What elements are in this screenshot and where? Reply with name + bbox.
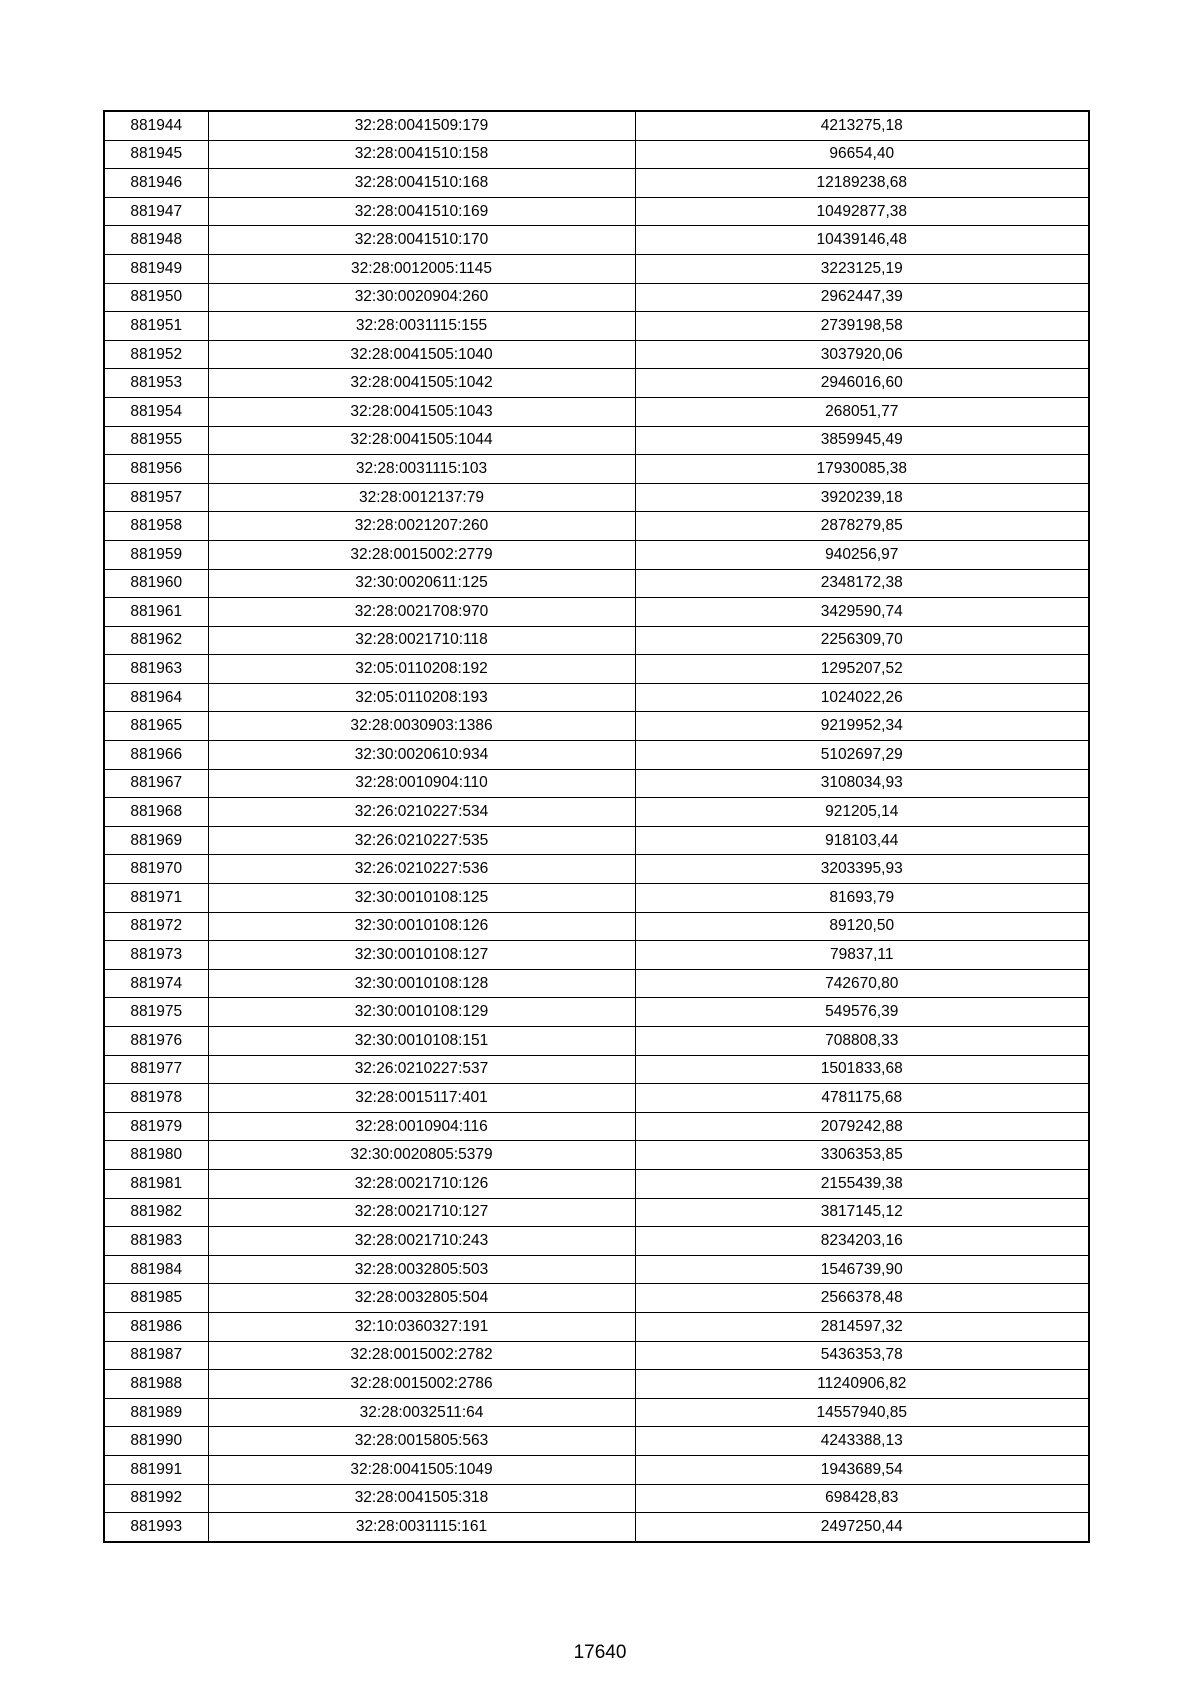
row-number-cell: 881990 <box>104 1427 208 1456</box>
cadastral-number-cell: 32:28:0032805:504 <box>208 1284 635 1313</box>
row-number-cell: 881987 <box>104 1341 208 1370</box>
row-number-cell: 881944 <box>104 111 208 140</box>
table-row <box>104 1312 1089 1341</box>
value-cell: 698428,83 <box>635 1484 1089 1513</box>
value-cell: 708808,33 <box>635 1027 1089 1056</box>
cadastral-number-cell: 32:28:0041505:1049 <box>208 1455 635 1484</box>
row-number-cell: 881961 <box>104 598 208 627</box>
value-cell: 4213275,18 <box>635 111 1089 140</box>
table-row <box>104 340 1089 369</box>
row-number-cell: 881960 <box>104 569 208 598</box>
row-number-cell: 881951 <box>104 312 208 341</box>
table-row <box>104 998 1089 1027</box>
table-body <box>104 111 1089 1542</box>
table-row <box>104 912 1089 941</box>
value-cell: 3037920,06 <box>635 340 1089 369</box>
row-number-cell: 881966 <box>104 741 208 770</box>
table-row <box>104 483 1089 512</box>
value-cell: 3203395,93 <box>635 855 1089 884</box>
value-cell: 2256309,70 <box>635 626 1089 655</box>
row-number-cell: 881985 <box>104 1284 208 1313</box>
row-number-cell: 881978 <box>104 1084 208 1113</box>
row-number-cell: 881976 <box>104 1027 208 1056</box>
table-row <box>104 254 1089 283</box>
row-number-cell: 881984 <box>104 1255 208 1284</box>
table-row <box>104 1513 1089 1542</box>
cadastral-number-cell: 32:26:0210227:535 <box>208 826 635 855</box>
row-number-cell: 881946 <box>104 169 208 198</box>
value-cell: 2962447,39 <box>635 283 1089 312</box>
table-row <box>104 1112 1089 1141</box>
row-number-cell: 881983 <box>104 1227 208 1256</box>
value-cell: 3859945,49 <box>635 426 1089 455</box>
table-row <box>104 312 1089 341</box>
row-number-cell: 881991 <box>104 1455 208 1484</box>
value-cell: 89120,50 <box>635 912 1089 941</box>
row-number-cell: 881952 <box>104 340 208 369</box>
table-row <box>104 855 1089 884</box>
row-number-cell: 881981 <box>104 1169 208 1198</box>
table-row <box>104 169 1089 198</box>
value-cell: 2739198,58 <box>635 312 1089 341</box>
row-number-cell: 881988 <box>104 1370 208 1399</box>
table-row <box>104 655 1089 684</box>
table-row <box>104 1198 1089 1227</box>
cadastral-number-cell: 32:28:0041510:158 <box>208 140 635 169</box>
table-row <box>104 397 1089 426</box>
value-cell: 2814597,32 <box>635 1312 1089 1341</box>
row-number-cell: 881967 <box>104 769 208 798</box>
row-number-cell: 881989 <box>104 1398 208 1427</box>
value-cell: 918103,44 <box>635 826 1089 855</box>
cadastral-number-cell: 32:28:0021710:126 <box>208 1169 635 1198</box>
value-cell: 3306353,85 <box>635 1141 1089 1170</box>
row-number-cell: 881975 <box>104 998 208 1027</box>
value-cell: 4243388,13 <box>635 1427 1089 1456</box>
value-cell: 921205,14 <box>635 798 1089 827</box>
row-number-cell: 881957 <box>104 483 208 512</box>
table-row <box>104 1255 1089 1284</box>
cadastral-number-cell: 32:28:0015002:2786 <box>208 1370 635 1399</box>
table-row <box>104 1055 1089 1084</box>
cadastral-number-cell: 32:30:0020610:934 <box>208 741 635 770</box>
table-row <box>104 626 1089 655</box>
value-cell: 268051,77 <box>635 397 1089 426</box>
table-row <box>104 1084 1089 1113</box>
value-cell: 2497250,44 <box>635 1513 1089 1542</box>
table-row <box>104 111 1089 140</box>
cadastral-number-cell: 32:30:0010108:128 <box>208 969 635 998</box>
row-number-cell: 881956 <box>104 455 208 484</box>
cadastral-number-cell: 32:28:0041509:179 <box>208 111 635 140</box>
row-number-cell: 881977 <box>104 1055 208 1084</box>
table-row <box>104 1169 1089 1198</box>
value-cell: 742670,80 <box>635 969 1089 998</box>
row-number-cell: 881968 <box>104 798 208 827</box>
cadastral-number-cell: 32:10:0360327:191 <box>208 1312 635 1341</box>
cadastral-number-cell: 32:28:0031115:155 <box>208 312 635 341</box>
value-cell: 1295207,52 <box>635 655 1089 684</box>
cadastral-number-cell: 32:28:0032511:64 <box>208 1398 635 1427</box>
cadastral-number-cell: 32:26:0210227:534 <box>208 798 635 827</box>
value-cell: 8234203,16 <box>635 1227 1089 1256</box>
cadastral-number-cell: 32:28:0010904:110 <box>208 769 635 798</box>
cadastral-number-cell: 32:28:0041510:170 <box>208 226 635 255</box>
cadastral-number-cell: 32:26:0210227:537 <box>208 1055 635 1084</box>
cadastral-number-cell: 32:28:0041505:318 <box>208 1484 635 1513</box>
value-cell: 79837,11 <box>635 941 1089 970</box>
row-number-cell: 881963 <box>104 655 208 684</box>
value-cell: 96654,40 <box>635 140 1089 169</box>
value-cell: 2566378,48 <box>635 1284 1089 1313</box>
cadastral-number-cell: 32:30:0010108:127 <box>208 941 635 970</box>
table-row <box>104 426 1089 455</box>
table-row <box>104 512 1089 541</box>
page-number: 17640 <box>573 1642 627 1663</box>
cadastral-number-cell: 32:05:0110208:193 <box>208 683 635 712</box>
table-row <box>104 569 1089 598</box>
table-row <box>104 826 1089 855</box>
value-cell: 2348172,38 <box>635 569 1089 598</box>
table-row <box>104 798 1089 827</box>
cadastral-number-cell: 32:30:0010108:125 <box>208 884 635 913</box>
value-cell: 940256,97 <box>635 540 1089 569</box>
value-cell: 17930085,38 <box>635 455 1089 484</box>
cadastral-number-cell: 32:28:0031115:103 <box>208 455 635 484</box>
table-row <box>104 741 1089 770</box>
table-row <box>104 769 1089 798</box>
value-cell: 10439146,48 <box>635 226 1089 255</box>
value-cell: 11240906,82 <box>635 1370 1089 1399</box>
row-number-cell: 881948 <box>104 226 208 255</box>
table-row <box>104 1027 1089 1056</box>
value-cell: 9219952,34 <box>635 712 1089 741</box>
row-number-cell: 881970 <box>104 855 208 884</box>
table-row <box>104 969 1089 998</box>
table-row <box>104 1284 1089 1313</box>
cadastral-number-cell: 32:28:0012137:79 <box>208 483 635 512</box>
table-row <box>104 1427 1089 1456</box>
value-cell: 1024022,26 <box>635 683 1089 712</box>
cadastral-number-cell: 32:28:0041505:1044 <box>208 426 635 455</box>
row-number-cell: 881953 <box>104 369 208 398</box>
cadastral-number-cell: 32:28:0021710:118 <box>208 626 635 655</box>
table-row <box>104 1455 1089 1484</box>
cadastral-number-cell: 32:28:0030903:1386 <box>208 712 635 741</box>
row-number-cell: 881958 <box>104 512 208 541</box>
row-number-cell: 881982 <box>104 1198 208 1227</box>
table-row <box>104 540 1089 569</box>
row-number-cell: 881959 <box>104 540 208 569</box>
row-number-cell: 881955 <box>104 426 208 455</box>
value-cell: 5102697,29 <box>635 741 1089 770</box>
row-number-cell: 881993 <box>104 1513 208 1542</box>
cadastral-number-cell: 32:28:0012005:1145 <box>208 254 635 283</box>
row-number-cell: 881972 <box>104 912 208 941</box>
row-number-cell: 881950 <box>104 283 208 312</box>
cadastral-number-cell: 32:28:0021710:243 <box>208 1227 635 1256</box>
table-row <box>104 884 1089 913</box>
row-number-cell: 881980 <box>104 1141 208 1170</box>
cadastral-number-cell: 32:30:0020611:125 <box>208 569 635 598</box>
cadastral-number-cell: 32:28:0031115:161 <box>208 1513 635 1542</box>
cadastral-number-cell: 32:30:0010108:126 <box>208 912 635 941</box>
value-cell: 3920239,18 <box>635 483 1089 512</box>
table-row <box>104 1341 1089 1370</box>
row-number-cell: 881947 <box>104 197 208 226</box>
value-cell: 1501833,68 <box>635 1055 1089 1084</box>
row-number-cell: 881964 <box>104 683 208 712</box>
cadastral-number-cell: 32:30:0010108:129 <box>208 998 635 1027</box>
table-row <box>104 140 1089 169</box>
value-cell: 549576,39 <box>635 998 1089 1027</box>
cadastral-number-cell: 32:30:0020904:260 <box>208 283 635 312</box>
cadastral-number-cell: 32:28:0015002:2782 <box>208 1341 635 1370</box>
row-number-cell: 881954 <box>104 397 208 426</box>
cadastral-number-cell: 32:28:0021708:970 <box>208 598 635 627</box>
row-number-cell: 881973 <box>104 941 208 970</box>
table-row <box>104 1141 1089 1170</box>
cadastral-number-cell: 32:05:0110208:192 <box>208 655 635 684</box>
row-number-cell: 881986 <box>104 1312 208 1341</box>
row-number-cell: 881945 <box>104 140 208 169</box>
table-row <box>104 455 1089 484</box>
cadastral-number-cell: 32:28:0010904:116 <box>208 1112 635 1141</box>
value-cell: 3429590,74 <box>635 598 1089 627</box>
cadastral-number-cell: 32:28:0015805:563 <box>208 1427 635 1456</box>
value-cell: 10492877,38 <box>635 197 1089 226</box>
table-row <box>104 1484 1089 1513</box>
value-cell: 3108034,93 <box>635 769 1089 798</box>
table-row <box>104 226 1089 255</box>
cadastral-number-cell: 32:28:0041505:1040 <box>208 340 635 369</box>
cadastral-number-cell: 32:28:0041505:1043 <box>208 397 635 426</box>
value-cell: 3223125,19 <box>635 254 1089 283</box>
cadastral-number-cell: 32:30:0010108:151 <box>208 1027 635 1056</box>
cadastral-number-cell: 32:28:0032805:503 <box>208 1255 635 1284</box>
table-row <box>104 712 1089 741</box>
table-row <box>104 283 1089 312</box>
row-number-cell: 881979 <box>104 1112 208 1141</box>
value-cell: 2946016,60 <box>635 369 1089 398</box>
table-row <box>104 1227 1089 1256</box>
cadastral-number-cell: 32:28:0021207:260 <box>208 512 635 541</box>
value-cell: 2155439,38 <box>635 1169 1089 1198</box>
table-row <box>104 598 1089 627</box>
value-cell: 2079242,88 <box>635 1112 1089 1141</box>
table-row <box>104 941 1089 970</box>
value-cell: 5436353,78 <box>635 1341 1089 1370</box>
value-cell: 3817145,12 <box>635 1198 1089 1227</box>
value-cell: 2878279,85 <box>635 512 1089 541</box>
table-row <box>104 1370 1089 1399</box>
cadastral-number-cell: 32:28:0015002:2779 <box>208 540 635 569</box>
cadastral-number-cell: 32:28:0041510:169 <box>208 197 635 226</box>
value-cell: 12189238,68 <box>635 169 1089 198</box>
cadastral-number-cell: 32:28:0041510:168 <box>208 169 635 198</box>
cadastral-number-cell: 32:28:0021710:127 <box>208 1198 635 1227</box>
table-row <box>104 197 1089 226</box>
value-cell: 1546739,90 <box>635 1255 1089 1284</box>
table-row <box>104 369 1089 398</box>
row-number-cell: 881971 <box>104 884 208 913</box>
row-number-cell: 881969 <box>104 826 208 855</box>
value-cell: 1943689,54 <box>635 1455 1089 1484</box>
data-table <box>103 110 1090 1543</box>
value-cell: 14557940,85 <box>635 1398 1089 1427</box>
row-number-cell: 881949 <box>104 254 208 283</box>
table-row <box>104 1398 1089 1427</box>
row-number-cell: 881974 <box>104 969 208 998</box>
value-cell: 81693,79 <box>635 884 1089 913</box>
row-number-cell: 881965 <box>104 712 208 741</box>
row-number-cell: 881962 <box>104 626 208 655</box>
table-row <box>104 683 1089 712</box>
cadastral-number-cell: 32:30:0020805:5379 <box>208 1141 635 1170</box>
value-cell: 4781175,68 <box>635 1084 1089 1113</box>
row-number-cell: 881992 <box>104 1484 208 1513</box>
cadastral-number-cell: 32:28:0015117:401 <box>208 1084 635 1113</box>
cadastral-number-cell: 32:26:0210227:536 <box>208 855 635 884</box>
cadastral-number-cell: 32:28:0041505:1042 <box>208 369 635 398</box>
